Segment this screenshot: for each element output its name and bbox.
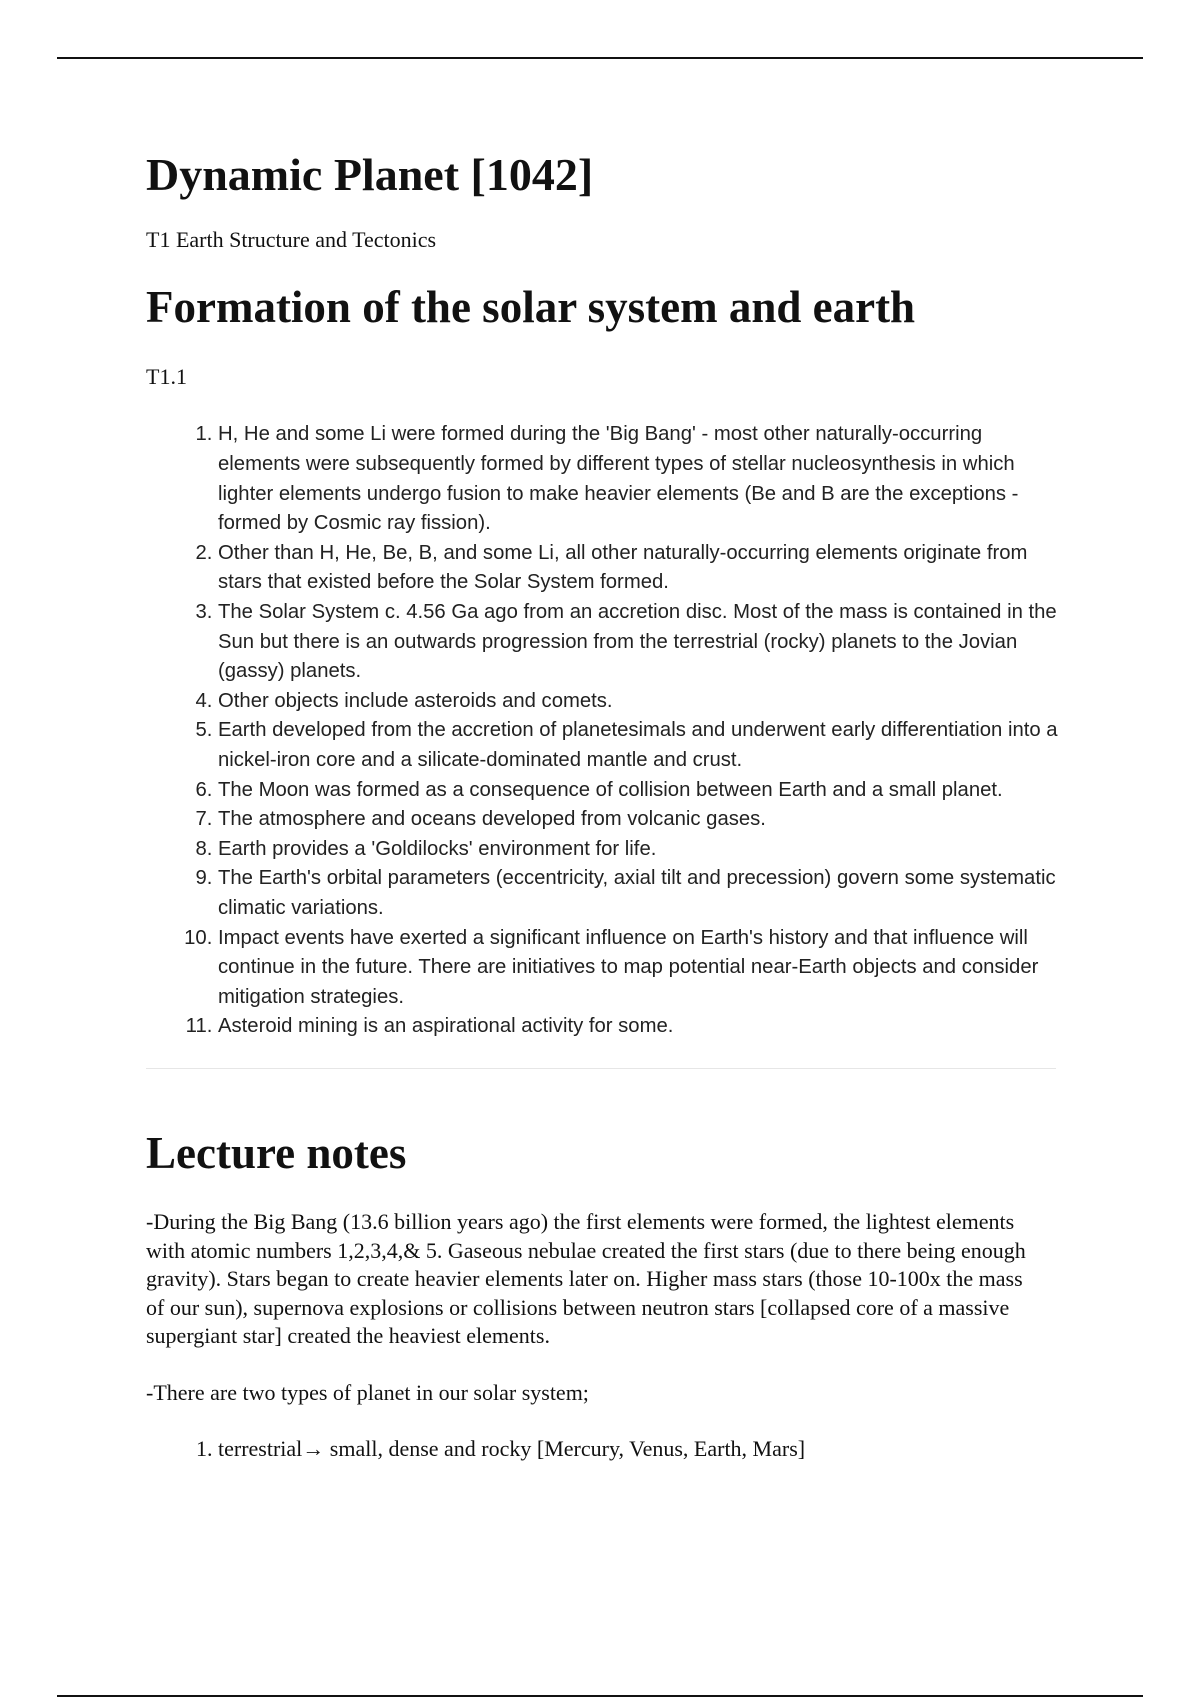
document-title: Dynamic Planet [1042] <box>146 149 594 200</box>
list-item: 8. Earth provides a 'Goldilocks' environment for life. <box>218 835 1060 865</box>
top-rule <box>57 57 1143 59</box>
list-item: 11. Asteroid mining is an aspirational activity for some. <box>218 1012 1060 1042</box>
list-item: 5. Earth developed from the accretion of planetesimals and underwent early differentiation into a nickel-iron core and a silicate-dominated mantle and crust. <box>218 716 1060 775</box>
list-item: 7. The atmosphere and oceans developed from volcanic gases. <box>218 805 1060 835</box>
list-item: 2. Other than H, He, Be, B, and some Li, all other naturally-occurring elements originate from stars that existed before the Solar System formed. <box>218 539 1060 598</box>
list-item: 4. Other objects include asteroids and comets. <box>218 687 1060 717</box>
specification-list <box>146 420 1060 1041</box>
planet-types-list <box>146 1435 1060 1464</box>
list-item: 6. The Moon was formed as a consequence of collision between Earth and a small planet. <box>218 776 1060 806</box>
list-item: 3. The Solar System c. 4.56 Ga ago from an accretion disc. Most of the mass is contained in the Sun but there is an outwards progression from the terrestrial (rocky) planets to the Jovian (gassy) planets. <box>218 598 1060 687</box>
document-subtitle: T1 Earth Structure and Tectonics <box>146 226 437 252</box>
lecture-paragraph: -During the Big Bang (13.6 billion years ago) the first elements were formed, the lightest elements with atomic numbers 1,2,3,4,& 5. Gaseous nebulae created the first stars (due to there being enough gravity). Stars began to create heavier elements later on. Higher mass stars (those 10-100x the mass of our sun), supernova explosions or collisions between neutron stars [collapsed core of a massive supergiant star] created the heaviest elements. <box>146 1209 1026 1349</box>
list-item: 1. terrestrial→ small, dense and rocky [Mercury, Venus, Earth, Mars] <box>218 1435 1060 1464</box>
list-item: 9. The Earth's orbital parameters (eccentricity, axial tilt and precession) govern some systematic climatic variations. <box>218 864 1060 923</box>
page-content <box>146 140 1060 1464</box>
list-item: 10. Impact events have exerted a significant influence on Earth's history and that influence will continue in the future. There are initiatives to map potential near-Earth objects and consider mitigation strategies. <box>218 924 1060 1013</box>
section-heading-formation: Formation of the solar system and earth <box>146 281 916 332</box>
lecture-paragraph: -There are two types of planet in our solar system; <box>146 1379 589 1405</box>
bottom-rule <box>57 1695 1143 1697</box>
section-code: T1.1 <box>146 364 187 390</box>
list-item: 1. H, He and some Li were formed during the 'Big Bang' - most other naturally-occurring elements were subsequently formed by different types of stellar nucleosynthesis in which lighter elements undergo fusion to make heavier elements (Be and B are the exceptions - formed by Cosmic ray fission). <box>218 420 1060 538</box>
lecture-notes-heading: Lecture notes <box>146 1127 407 1178</box>
section-divider <box>146 1068 1056 1069</box>
